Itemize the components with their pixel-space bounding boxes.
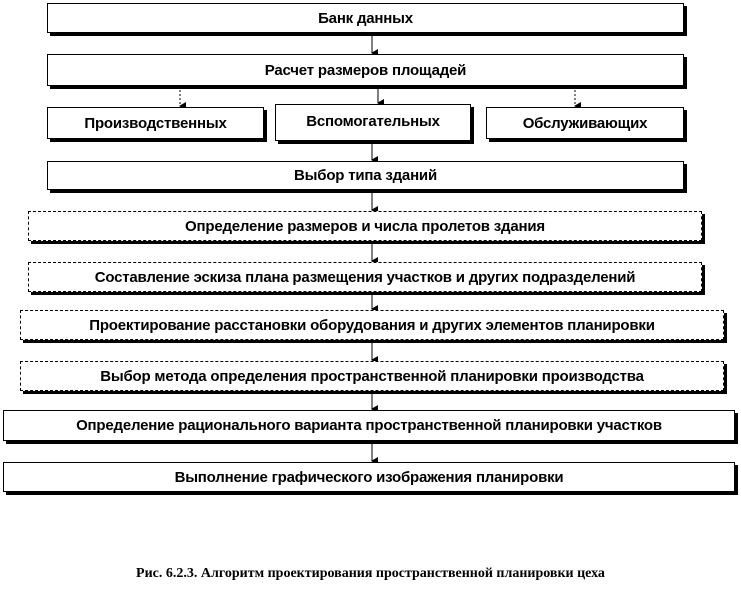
area-type-service-label: Обслуживающих [522, 114, 648, 132]
area-type-auxiliary [275, 104, 471, 141]
step-graphic-drawing-label: Выполнение графического изображения планировки [174, 468, 564, 486]
step-databank [47, 3, 684, 33]
area-type-production-label: Производственных [84, 114, 227, 132]
step-area-calculation [47, 54, 684, 86]
step-sketch-plan [28, 262, 702, 292]
step-method-selection [20, 361, 724, 391]
step-databank-label: Банк данных [318, 9, 413, 27]
figure-caption: Рис. 6.2.3. Алгоритм проектирования пространственной планировки цеха [136, 566, 605, 581]
step-equipment-layout [20, 310, 724, 340]
step-equipment-layout-label: Проектирование расстановки оборудования и других элементов планировки [89, 316, 655, 334]
step-graphic-drawing [3, 462, 735, 492]
step-sketch-plan-label: Составление эскиза плана размещения участков и других подразделений [94, 268, 636, 286]
area-type-service [486, 107, 684, 139]
step-rational-variant [3, 410, 735, 441]
step-building-type [47, 161, 684, 190]
area-type-production [47, 107, 264, 139]
step-spans [28, 211, 702, 241]
area-type-auxiliary-label: Вспомогательных [306, 113, 440, 130]
step-rational-variant-label: Определение рационального варианта пространственной планировки участков [76, 417, 662, 434]
step-spans-label: Определение размеров и числа пролетов здания [185, 217, 545, 235]
step-building-type-label: Выбор типа зданий [294, 167, 437, 184]
step-method-selection-label: Выбор метода определения пространственной планировки производства [100, 367, 644, 385]
step-area-calculation-label: Расчет размеров площадей [264, 61, 467, 79]
